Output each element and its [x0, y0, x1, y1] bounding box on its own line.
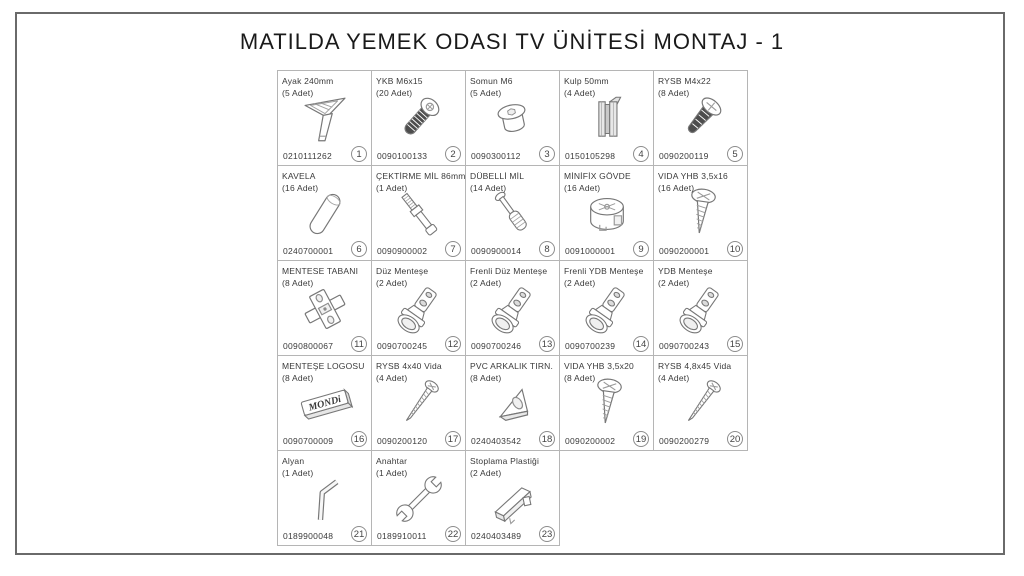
page-title: MATILDA YEMEK ODASI TV ÜNİTESİ MONTAJ - 1 — [239, 29, 785, 54]
part-code: 0150105298 — [565, 151, 616, 161]
part-name: Somun M6 — [470, 76, 513, 86]
part-number-badge: 2 — [445, 146, 461, 162]
part-name: ÇEKTİRME MİL 86mm — [376, 171, 466, 181]
part-code: 0189900048 — [283, 531, 334, 541]
part-number-badge: 5 — [727, 146, 743, 162]
part-number-badge: 9 — [633, 241, 649, 257]
part-number-badge: 6 — [351, 241, 367, 257]
part-cell — [372, 261, 466, 356]
part-number-badge: 1 — [351, 146, 367, 162]
part-name: MENTESE TABANI — [282, 266, 359, 276]
part-name: YKB M6x15 — [376, 76, 423, 86]
part-cell — [372, 356, 466, 451]
part-cell — [372, 71, 466, 166]
part-name: PVC ARKALIK TIRN. — [470, 361, 554, 371]
part-number-badge: 18 — [539, 431, 555, 447]
part-code: 0090800067 — [283, 341, 334, 351]
part-name: VIDA YHB 3,5x16 — [658, 171, 728, 181]
part-number-badge: 21 — [351, 526, 367, 542]
part-quantity: (16 Adet) — [658, 183, 695, 193]
part-name: MENTEŞE LOGOSU — [282, 361, 365, 371]
part-number-badge: 13 — [539, 336, 555, 352]
part-cell — [654, 261, 748, 356]
part-code: 0090200002 — [565, 436, 616, 446]
part-cell — [278, 166, 372, 261]
part-quantity: (4 Adet) — [564, 88, 596, 98]
part-quantity: (8 Adet) — [470, 373, 502, 383]
part-code: 0090200119 — [659, 151, 709, 161]
part-quantity: (2 Adet) — [470, 468, 502, 478]
part-name: RYSB 4,8x45 Vida — [658, 361, 732, 371]
part-cell — [466, 166, 560, 261]
part-quantity: (8 Adet) — [282, 373, 314, 383]
part-code: 0240403542 — [471, 436, 522, 446]
part-quantity: (1 Adet) — [282, 468, 314, 478]
part-code: 0240403489 — [471, 531, 522, 541]
part-quantity: (5 Adet) — [282, 88, 314, 98]
part-quantity: (16 Adet) — [282, 183, 319, 193]
part-number-badge: 15 — [727, 336, 743, 352]
part-quantity: (5 Adet) — [470, 88, 502, 98]
part-name: Ayak 240mm — [282, 76, 334, 86]
part-quantity: (2 Adet) — [658, 278, 690, 288]
part-code: 0090100133 — [377, 151, 428, 161]
part-quantity: (16 Adet) — [564, 183, 601, 193]
part-quantity: (2 Adet) — [564, 278, 596, 288]
part-code: 0210111262 — [283, 151, 333, 161]
part-cell — [278, 451, 372, 546]
part-quantity: (20 Adet) — [376, 88, 413, 98]
part-number-badge: 14 — [633, 336, 649, 352]
part-code: 0090900002 — [377, 246, 428, 256]
part-quantity: (4 Adet) — [658, 373, 690, 383]
part-number-badge: 3 — [539, 146, 555, 162]
part-cell — [466, 71, 560, 166]
part-cell — [560, 71, 654, 166]
part-code: 0090700239 — [565, 341, 616, 351]
part-quantity: (1 Adet) — [376, 468, 408, 478]
part-cell — [560, 261, 654, 356]
part-number-badge: 17 — [445, 431, 461, 447]
part-cell — [278, 356, 372, 451]
part-code: 0090700009 — [283, 436, 334, 446]
part-code: 0090700243 — [659, 341, 710, 351]
part-name: RYSB M4x22 — [658, 76, 711, 86]
part-code: 0189910011 — [377, 531, 427, 541]
part-number-badge: 8 — [539, 241, 555, 257]
part-cell — [560, 356, 654, 451]
part-code: 0090700246 — [471, 341, 522, 351]
part-code: 0090700245 — [377, 341, 428, 351]
part-cell — [654, 356, 748, 451]
part-cell — [372, 166, 466, 261]
part-quantity: (2 Adet) — [376, 278, 408, 288]
part-code: 0090900014 — [471, 246, 522, 256]
part-name: Stoplama Plastiği — [470, 456, 540, 466]
part-name: Anahtar — [376, 456, 408, 466]
parts-grid — [277, 70, 748, 546]
part-name: KAVELA — [282, 171, 316, 181]
part-cell — [278, 261, 372, 356]
part-number-badge: 11 — [351, 336, 367, 352]
part-name: RYSB 4x40 Vida — [376, 361, 442, 371]
part-name: VIDA YHB 3,5x20 — [564, 361, 634, 371]
part-cell — [466, 451, 560, 546]
part-code: 0090200001 — [659, 246, 710, 256]
part-number-badge: 20 — [727, 431, 743, 447]
part-quantity: (8 Adet) — [564, 373, 596, 383]
part-name: Alyan — [282, 456, 305, 466]
part-name: Düz Menteşe — [376, 266, 429, 276]
part-name: Kulp 50mm — [564, 76, 609, 86]
part-code: 0091000001 — [565, 246, 616, 256]
part-quantity: (8 Adet) — [658, 88, 690, 98]
part-cell — [466, 356, 560, 451]
part-cell — [654, 71, 748, 166]
part-quantity: (8 Adet) — [282, 278, 314, 288]
part-name: YDB Menteşe — [658, 266, 713, 276]
part-number-badge: 16 — [351, 431, 367, 447]
part-number-badge: 10 — [727, 241, 743, 257]
part-code: 0090200279 — [659, 436, 710, 446]
part-number-badge: 22 — [445, 526, 461, 542]
part-code: 0240700001 — [283, 246, 334, 256]
part-quantity: (2 Adet) — [470, 278, 502, 288]
part-quantity: (14 Adet) — [470, 183, 507, 193]
part-cell — [372, 451, 466, 546]
part-cell — [278, 71, 372, 166]
part-number-badge: 12 — [445, 336, 461, 352]
part-number-badge: 4 — [633, 146, 649, 162]
part-quantity: (4 Adet) — [376, 373, 408, 383]
part-code: 0090200120 — [377, 436, 428, 446]
part-cell — [560, 166, 654, 261]
part-number-badge: 7 — [445, 241, 461, 257]
part-cell — [466, 261, 560, 356]
part-name: MİNİFİX GÖVDE — [564, 171, 631, 181]
part-number-badge: 23 — [539, 526, 555, 542]
part-name: Frenli Düz Menteşe — [470, 266, 548, 276]
part-quantity: (1 Adet) — [376, 183, 408, 193]
part-cell — [654, 166, 748, 261]
part-number-badge: 19 — [633, 431, 649, 447]
part-code: 0090300112 — [471, 151, 521, 161]
part-name: DÜBELLİ MİL — [470, 171, 525, 181]
part-name: Frenli YDB Menteşe — [564, 266, 644, 276]
